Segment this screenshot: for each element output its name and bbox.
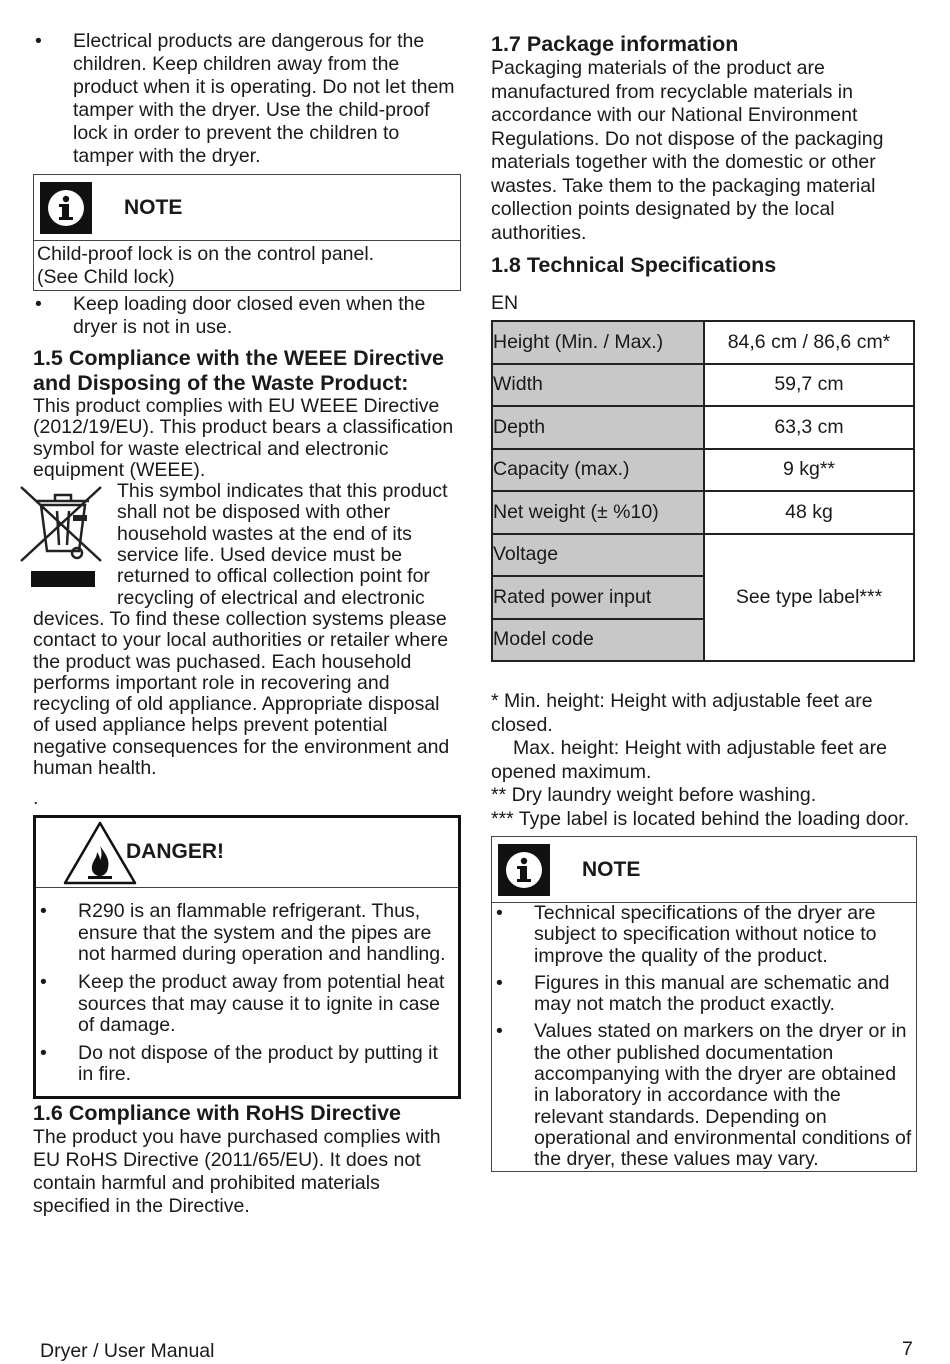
rohs-paragraph: The product you have purchased complies with EU RoHS Directive (2011/65/EU). It does not contain harmful and prohibited materials specified in the Directive. [33,1125,441,1217]
spec-label: Width [492,364,704,407]
note-header [34,175,460,241]
spec-value: 84,6 cm / 86,6 cm* [704,321,914,364]
note-body [492,903,916,1171]
info-icon [40,182,92,234]
note-box [33,174,461,291]
note-item: • Technical specifications of the dryer are subject to specification without notice to improve the quality of the product. [494,903,912,967]
weee-symbol-block [33,481,461,779]
table-row [492,406,914,449]
table-row [492,321,914,364]
danger-header [36,818,458,888]
left-column [33,30,461,1218]
weee-paragraph: This product complies with EU WEEE Directive (2012/19/EU). This product bears a classification symbol for waste electrical and electronic equipment (WEEE). [33,395,454,481]
spec-label: Voltage [492,534,704,577]
weee-paragraph: This symbol indicates that this product shall not be disposed with other household wastes at the end of its service life. Used device must be returned to offical collection point for recycling of electrical and electronic devices. To find these collection systems please contact to your local authorities or retailer where the product was puchased. Each household performs important role in recovering and recycling of old appliance. Appropriate disposal of used appliance helps prevent potential negative consequences for the environment and human health. [33,480,450,780]
spec-value: 63,3 cm [704,406,914,449]
spec-value: See type label*** [704,534,914,662]
section-heading-specs: 1.8 Technical Specifications [491,253,777,277]
note-body [34,241,460,290]
spec-table [491,320,915,662]
note-line: Child-proof lock is on the control panel. [37,243,375,265]
footer-title: Dryer / User Manual [40,1340,215,1362]
bullet-item: • Electrical products are dangerous for the children. Keep children away from the product when it is operating. Do not let them tamper with the dryer. Use the child-proof lock in order to prevent the children to tamper with the dryer. [33,30,461,168]
info-icon [498,844,550,896]
footnote: ** Dry laundry weight before washing. [491,784,817,806]
danger-box [33,815,461,1098]
danger-body [36,888,458,1095]
table-row [492,364,914,407]
page-number: 7 [902,1338,913,1360]
danger-item: • Keep the product away from potential heat sources that may cause it to ignite in case of damage. [38,972,458,1036]
note-line: (See Child lock) [37,266,175,288]
footnote: Max. height: Height with adjustable feet are opened maximum. [491,737,887,783]
right-column [491,30,919,1172]
spec-label: Depth [492,406,704,449]
note-item: • Values stated on markers on the dryer or in the other published documentation accompanying with the dryer are obtained in laboratory in accordance with the relevant standards. Depending on operational and environmental conditions of the dryer, these values may vary. [494,1021,912,1170]
spec-label: Rated power input [492,576,704,619]
bullet-item: • Keep loading door closed even when the dryer is not in use. [33,293,461,339]
table-row [492,491,914,534]
footnote: * Min. height: Height with adjustable feet are closed. [491,690,873,736]
weee-bin-icon [13,481,113,593]
note-title: NOTE [582,858,641,881]
danger-item: • R290 is an flammable refrigerant. Thus, ensure that the system and the pipes are not harmed during operation and handling. [38,901,458,965]
note-header [492,837,916,903]
spec-label: Net weight (± %10) [492,491,704,534]
section-heading-package: 1.7 Package information [491,32,739,56]
spec-label: Height (Min. / Max.) [492,321,704,364]
spec-value: 48 kg [704,491,914,534]
package-paragraph: Packaging materials of the product are manufactured from recyclable materials in accordance with our National Environment Regulations. Do not dispose of the packaging materials together with the domestic or other wastes. Take them to the packaging material collection points designated by the local authorities. [491,57,884,244]
note-title: NOTE [124,196,183,219]
section-heading-weee: 1.5 Compliance with the WEEE Directive and Disposing of the Waste Product: [33,346,444,395]
language-code: EN [491,292,519,314]
note-item: • Figures in this manual are schematic and may not match the product exactly. [494,973,912,1016]
table-row [492,449,914,492]
spec-value: 9 kg** [704,449,914,492]
danger-item: • Do not dispose of the product by putting it in fire. [38,1043,458,1086]
spec-label: Model code [492,619,704,662]
danger-title: DANGER! [126,840,224,864]
table-row [492,534,914,577]
section-heading-rohs: 1.6 Compliance with RoHS Directive [33,1100,401,1125]
note-box [491,836,917,1172]
stray-dot: . [33,787,39,810]
footnote: *** Type label is located behind the loading door. [491,807,910,830]
spec-label: Capacity (max.) [492,449,704,492]
spec-footnotes [491,690,919,831]
spec-value: 59,7 cm [704,364,914,407]
